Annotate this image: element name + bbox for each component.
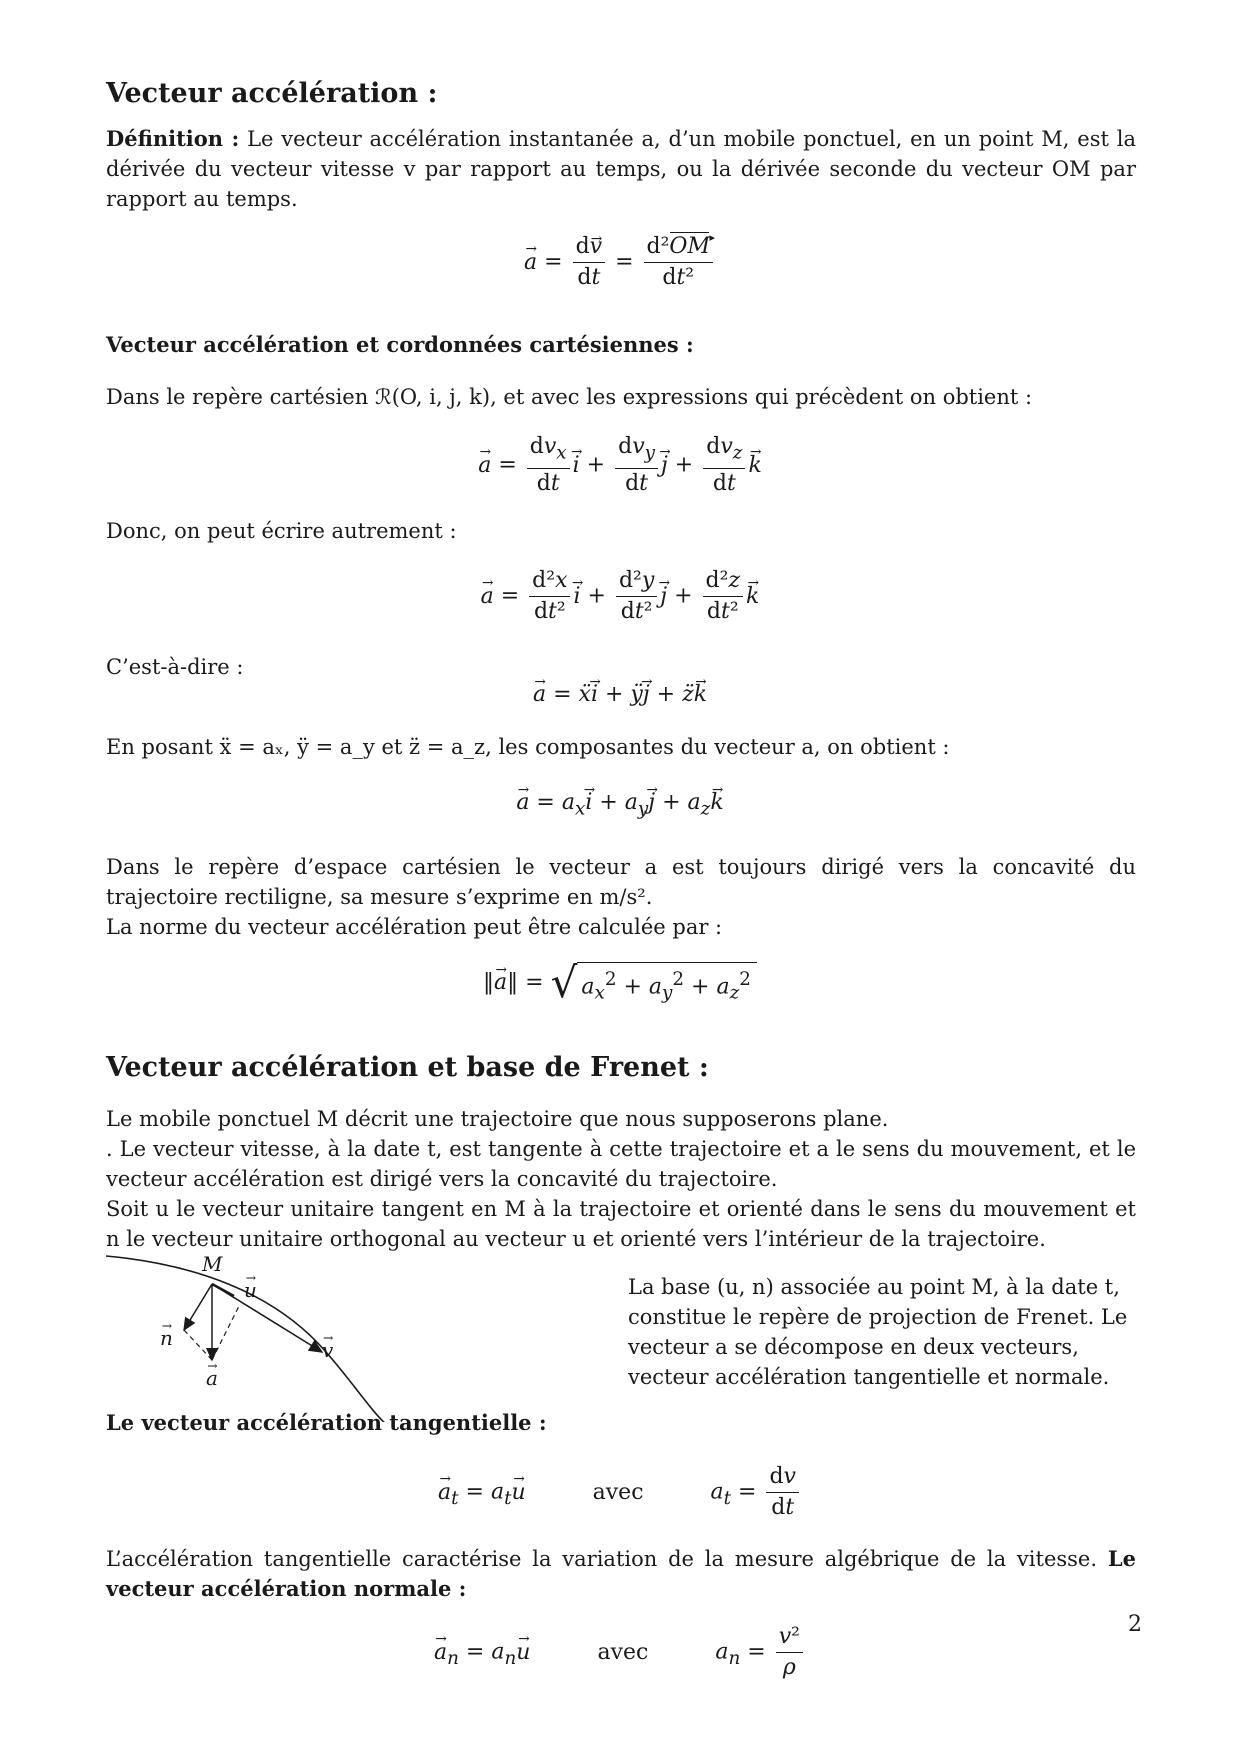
avec-tangential: avec [592, 1479, 644, 1505]
cartesian-intro: Dans le repère cartésien ℛ(O, i, j, k), et avec les expressions qui précèdent on obtient : [106, 385, 1033, 409]
equation-second-derivatives: → a = $\frac{\text{d²x}}{\text{dt²}}$ → i + $\frac{\text{d²y}}{\text{dt²}}$ → j + $\frac{\text{d²z}}{\text{dt²}}$ → k [0, 566, 1240, 627]
page-number: 2 [1128, 1612, 1142, 1637]
equation-components: → $a = a_x\to i + a_y\to j + a_z\to k$ [0, 790, 1240, 819]
equation-tangential: → $a_t = a_t\to u$ avec $a_t$ = $\frac{dv}{dt}$ [0, 1462, 1240, 1523]
projection-dash-1 [184, 1330, 212, 1360]
section-title-frenet: Vecteur accélération et base de Frenet : [106, 1052, 709, 1083]
definition-text: Le vecteur accélération instantanée a, d’un mobile ponctuel, en un point M, est la dérivée du vecteur vitesse v par rapport au temps, ou la dérivée seconde du vecteur OM par rapport au temps. [106, 127, 1136, 211]
normal-unit-vector [184, 1284, 212, 1330]
subsection-title-cartesian: Vecteur accélération et cordonnées cartésiennes : [106, 332, 694, 357]
label-v: → v [322, 1338, 333, 1362]
tangent-unit-vector [212, 1284, 234, 1296]
label-n: → n [160, 1326, 173, 1350]
frenet-figure-text: La base (u, n) associée au point M, à la date t, constitue le repère de projection de Frenet. Le vecteur a se décompose en deux vecteurs, vecteur accélération tangentielle et normale. [628, 1275, 1128, 1389]
frenet-p2: . Le vecteur vitesse, à la date t, est tangente à cette trajectoire et a le sens du mouvement, et le vecteur accélération est dirigé vers la concavité du trajectoire. [106, 1137, 1136, 1191]
frenet-diagram [104, 1252, 404, 1426]
equation-definition: → a = $\frac{d\to v}{dt}$ = $\frac{\text{d²OM ▸}}{\text{dt²}}$ [0, 232, 1240, 293]
concavity-text: Dans le repère d’espace cartésien le vecteur a est toujours dirigé vers la concavité du trajectoire rectiligne, sa mesure s’exprime en m/s². [106, 855, 1136, 909]
cad-text: C’est-à-dire : [106, 655, 244, 679]
equation-dot-notation: → a = ẍ→ i + ÿ→ j + z̈→ k [0, 682, 1240, 707]
label-a: → a [206, 1366, 218, 1390]
avec-normal: avec [597, 1639, 649, 1665]
posant-text: En posant ẍ = aₓ, ÿ = a_y et z̈ = a_z, les composantes du vecteur a, on obtient : [106, 735, 950, 759]
projection-dash-2 [212, 1304, 240, 1360]
tangential-paragraph [106, 1544, 1136, 1604]
label-M: M [202, 1252, 223, 1276]
definition-label: Définition : [106, 126, 240, 151]
norm-text: La norme du vecteur accélération peut être calculée par : [106, 915, 723, 939]
normal-title: Le vecteur accélération normale : [106, 1546, 1136, 1601]
definition-paragraph [106, 124, 1136, 214]
equation-norm: ‖→ a‖ = √ $a_x^2 + a_y^2 + a_z^2$ [0, 962, 1240, 1004]
tangential-title: Le vecteur accélération tangentielle : [106, 1410, 547, 1435]
frenet-p1: Le mobile ponctuel M décrit une trajectoire que nous supposerons plane. [106, 1107, 889, 1131]
label-u: → u [244, 1278, 257, 1302]
donc-text: Donc, on peut écrire autrement : [106, 519, 457, 543]
frenet-p3: Soit u le vecteur unitaire tangent en M à la trajectoire et orienté dans le sens du mouvement et n le vecteur unitaire orthogonal au vecteur u et orienté vers l’intérieur de la trajectoire. [106, 1197, 1136, 1251]
equation-normal: → $a_n = a_n\to u$ avec $a_n$ = $\frac{\text{v²}}{\rho}$ [0, 1622, 1240, 1683]
section-title-acceleration: Vecteur accélération : [106, 78, 438, 109]
equation-velocity-derivatives: → a = $\frac{dv_x}{dt}$ → i + $\frac{dv_y}{dt}$ → j + $\frac{dv_z}{dt}$ → k [0, 432, 1240, 499]
tangential-text: L’accélération tangentielle caractérise la variation de la mesure algébrique de la vitesse. [106, 1547, 1098, 1571]
